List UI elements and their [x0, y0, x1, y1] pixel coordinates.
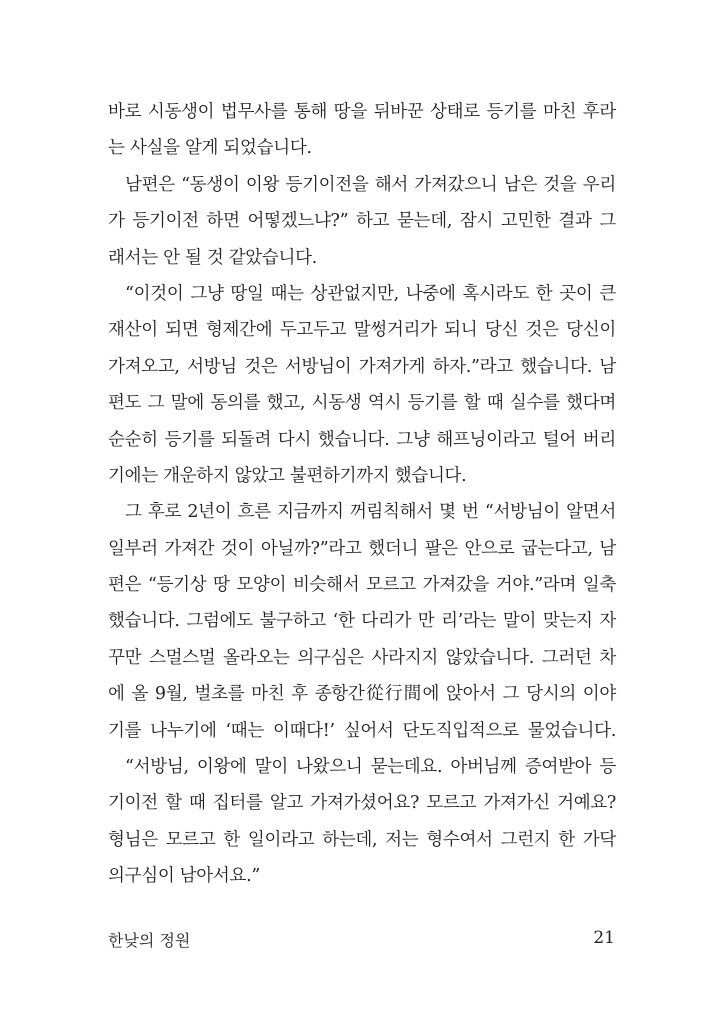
- text-line: “서방님, 이왕에 말이 나왔으니 묻는데요. 아버님께 증여받아 등: [125, 757, 616, 778]
- text-line: 기에는 개운하지 않았고 불편하기까지 했습니다.: [108, 465, 467, 486]
- text-line: 일부러 가져간 것이 아닐까?”라고 했더니 팔은 안으로 굽는다고, 남: [108, 538, 616, 559]
- text-line: 래서는 안 될 것 같았습니다.: [108, 247, 317, 268]
- running-footer-title: 한낮의 정원: [108, 931, 191, 950]
- text-line: 했습니다. 그럼에도 불구하고 ‘한 다리가 만 리’라는 말이 맞는지 자: [108, 611, 616, 632]
- text-line: 의구심이 남아서요.”: [108, 866, 261, 887]
- text-line: 순순히 등기를 되돌려 다시 했습니다. 그냥 해프닝이라고 털어 버리: [108, 429, 616, 450]
- text-line: 남편은 “동생이 이왕 등기이전을 해서 가져갔으니 남은 것을 우리: [125, 174, 616, 195]
- text-line: 재산이 되면 형제간에 두고두고 말썽거리가 되니 당신 것은 당신이: [108, 320, 616, 341]
- text-line: 는 사실을 알게 되었습니다.: [108, 138, 312, 159]
- text-line: 그 후로 2년이 흐른 지금까지 꺼림칙해서 몇 번 “서방님이 알면서: [125, 502, 617, 523]
- body-text: [108, 94, 616, 895]
- text-line: 바로 시동생이 법무사를 통해 땅을 뒤바꾼 상태로 등기를 마친 후라: [108, 102, 616, 122]
- text-line: 가져오고, 서방님 것은 서방님이 가져가게 하자.”라고 했습니다. 남: [108, 356, 616, 377]
- text-line: 형님은 모르고 한 일이라고 하는데, 저는 형수여서 그런지 한 가닥: [108, 829, 616, 850]
- text-line: “이것이 그냥 땅일 때는 상관없지만, 나중에 혹시라도 한 곳이 큰: [125, 283, 616, 304]
- page-number: 21: [593, 928, 615, 948]
- text-line: 꾸만 스멀스멀 올라오는 의구심은 사라지지 않았습니다. 그러던 차: [108, 647, 616, 668]
- text-line: 에 올 9월, 벌초를 마친 후 종항간從行間에 앉아서 그 당시의 이야: [108, 684, 616, 705]
- text-line: 기이전 할 때 집터를 알고 가져가셨어요? 모르고 가져가신 거예요?: [108, 793, 616, 814]
- text-line: 편도 그 말에 동의를 했고, 시동생 역시 등기를 할 때 실수를 했다며: [108, 393, 616, 414]
- text-line: 기를 나누기에 ‘때는 이때다!’ 싶어서 단도직입적으로 물었습니다.: [108, 720, 616, 741]
- text-line: 편은 “등기상 땅 모양이 비슷해서 모르고 가져갔을 거야.”라며 일축: [108, 575, 616, 596]
- text-line: 가 등기이전 하면 어떻겠느냐?” 하고 묻는데, 잠시 고민한 결과 그: [108, 211, 616, 232]
